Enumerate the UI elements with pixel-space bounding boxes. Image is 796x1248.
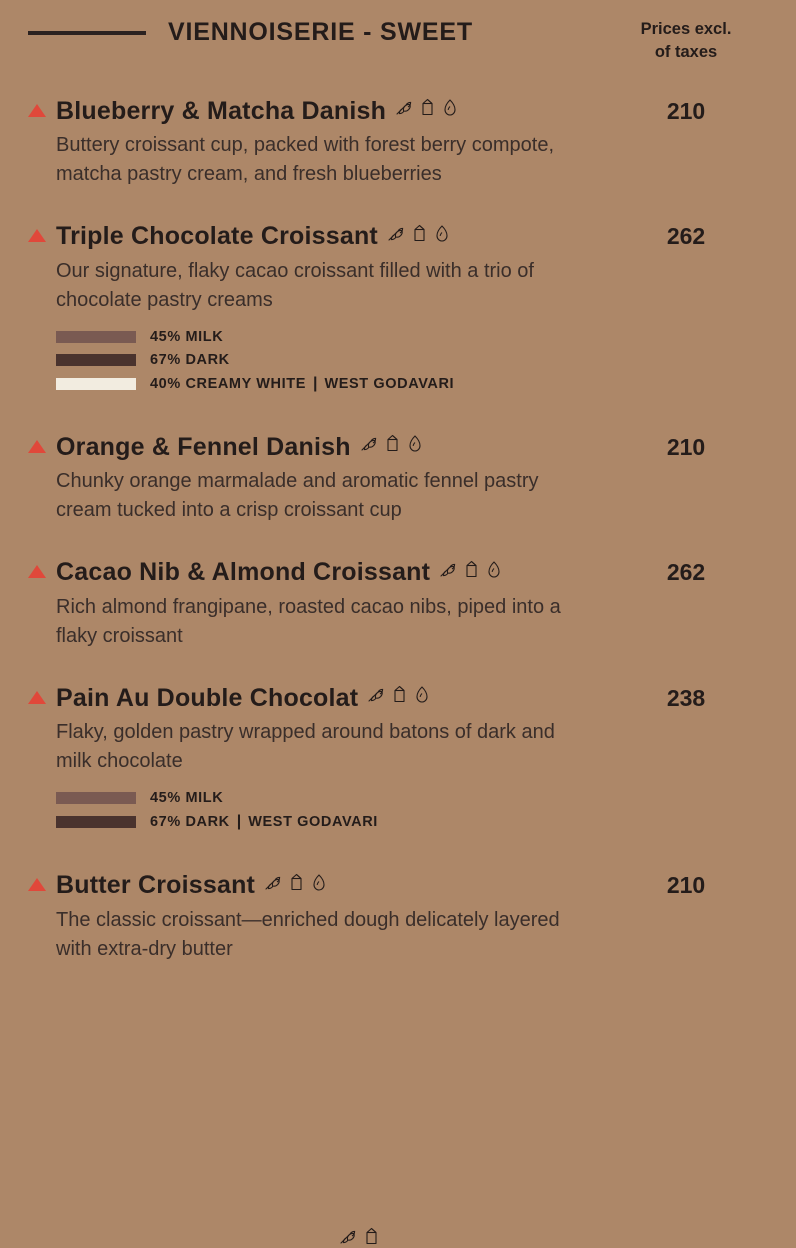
chocolate-list	[56, 790, 602, 831]
partial-next-item	[0, 1226, 796, 1248]
menu-item-main	[28, 94, 602, 190]
menu-item-name-row	[56, 868, 602, 902]
egg-icon	[413, 681, 431, 713]
wheat-icon	[263, 869, 283, 901]
chocolate-label: 67% DARK	[150, 814, 230, 831]
menu-item-price: 210	[666, 872, 706, 899]
milk-carton-icon	[411, 220, 428, 252]
menu-item-name-row	[56, 555, 602, 589]
veg-marker-triangle-icon	[28, 565, 46, 578]
menu-item	[28, 219, 770, 400]
menu-item-list	[0, 94, 796, 964]
chocolate-row	[56, 813, 602, 831]
menu-item-name: Pain Au Double Chocolat	[56, 683, 359, 712]
partial-allergen-icons	[330, 1226, 385, 1248]
veg-marker-triangle-icon	[28, 104, 46, 117]
menu-item-description: The classic croissant—enriched dough delicately layered with extra-dry butter	[56, 908, 560, 960]
veg-marker-triangle-icon	[28, 691, 46, 704]
menu-item-description: Chunky orange marmalade and aromatic fennel pastry cream tucked into a crisp croissant cup	[56, 470, 539, 522]
section-title-wrap	[28, 14, 602, 47]
chocolate-label: 45% MILK	[150, 328, 224, 345]
veg-marker-triangle-icon	[28, 878, 46, 891]
menu-item-name-row	[56, 430, 602, 464]
allergen-icons	[394, 94, 464, 126]
chocolate-label: 45% MILK	[150, 790, 224, 807]
egg-icon	[310, 869, 328, 901]
wheat-icon	[394, 94, 414, 126]
prices-note-line1: Prices excl.	[640, 20, 732, 38]
egg-icon	[441, 94, 459, 126]
chocolate-swatch	[56, 378, 136, 390]
menu-item-main	[28, 430, 602, 526]
chocolate-row	[56, 352, 602, 368]
menu-item-price: 238	[666, 684, 706, 711]
chocolate-row	[56, 329, 602, 345]
menu-item-main	[28, 219, 602, 400]
milk-carton-icon	[419, 94, 436, 126]
chocolate-row	[56, 790, 602, 806]
wheat-icon	[359, 430, 379, 462]
allergen-icons	[263, 868, 333, 900]
veg-marker-triangle-icon	[28, 440, 46, 453]
menu-item-name-row	[56, 219, 602, 253]
menu-item-description: Flaky, golden pastry wrapped around batons of dark and milk chocolate	[56, 721, 555, 773]
allergen-icons	[438, 555, 508, 587]
chocolate-swatch	[56, 816, 136, 828]
menu-item-description: Rich almond frangipane, roasted cacao nibs, piped into a flaky croissant	[56, 595, 561, 647]
allergen-icons	[359, 430, 429, 462]
wheat-icon	[366, 681, 386, 713]
milk-carton-icon	[288, 869, 305, 901]
page-title: VIENNOISERIE - SWEET	[168, 18, 473, 46]
chocolate-origin: WEST GODAVARI	[324, 375, 455, 392]
chocolate-swatch	[56, 354, 136, 366]
menu-item-price: 262	[666, 559, 706, 586]
chocolate-separator: |	[312, 374, 318, 392]
egg-icon	[485, 556, 503, 588]
wheat-icon	[338, 1226, 358, 1248]
menu-item-name-row	[56, 681, 602, 715]
chocolate-origin: WEST GODAVARI	[248, 814, 378, 831]
menu-item-name: Blueberry & Matcha Danish	[56, 96, 387, 125]
menu-item-price: 210	[666, 433, 706, 460]
partial-allergen-icon-group	[338, 1226, 385, 1248]
prices-note-line2: of taxes	[654, 42, 718, 61]
menu-item-main	[28, 555, 602, 651]
chocolate-swatch	[56, 331, 136, 343]
milk-carton-icon	[391, 681, 408, 713]
milk-carton-icon	[384, 430, 401, 462]
title-rule	[28, 31, 146, 35]
chocolate-separator: |	[236, 813, 242, 831]
menu-item-name-row	[56, 94, 602, 128]
menu-item-main	[28, 681, 602, 839]
menu-item-name: Cacao Nib & Almond Croissant	[56, 558, 431, 587]
milk-carton-icon	[463, 556, 480, 588]
menu-item	[28, 868, 770, 964]
menu-item-description: Our signature, flaky cacao croissant filled with a trio of chocolate pastry creams	[56, 259, 534, 311]
chocolate-row	[56, 375, 602, 393]
menu-item-name: Butter Croissant	[56, 871, 256, 900]
menu-item	[28, 681, 770, 839]
chocolate-swatch	[56, 792, 136, 804]
menu-header	[0, 0, 796, 64]
milk-carton-icon	[363, 1226, 380, 1248]
prices-note	[602, 14, 770, 64]
menu-item	[28, 94, 770, 190]
wheat-icon	[438, 556, 458, 588]
menu-item-name: Triple Chocolate Croissant	[56, 222, 378, 251]
chocolate-list	[56, 329, 602, 393]
menu-item-price: 262	[666, 223, 706, 250]
menu-item-name: Orange & Fennel Danish	[56, 432, 351, 461]
menu-item-price: 210	[666, 97, 706, 124]
menu-item-description: Buttery croissant cup, packed with forest berry compote, matcha pastry cream, and fresh blueberries	[56, 134, 554, 186]
wheat-icon	[386, 220, 406, 252]
chocolate-label: 67% DARK	[150, 351, 230, 368]
menu-item	[28, 430, 770, 526]
menu-item	[28, 555, 770, 651]
menu-item-main	[28, 868, 602, 964]
egg-icon	[406, 430, 424, 462]
veg-marker-triangle-icon	[28, 229, 46, 242]
chocolate-label: 40% CREAMY WHITE	[150, 375, 306, 392]
egg-icon	[433, 220, 451, 252]
allergen-icons	[366, 681, 436, 713]
allergen-icons	[386, 219, 456, 251]
